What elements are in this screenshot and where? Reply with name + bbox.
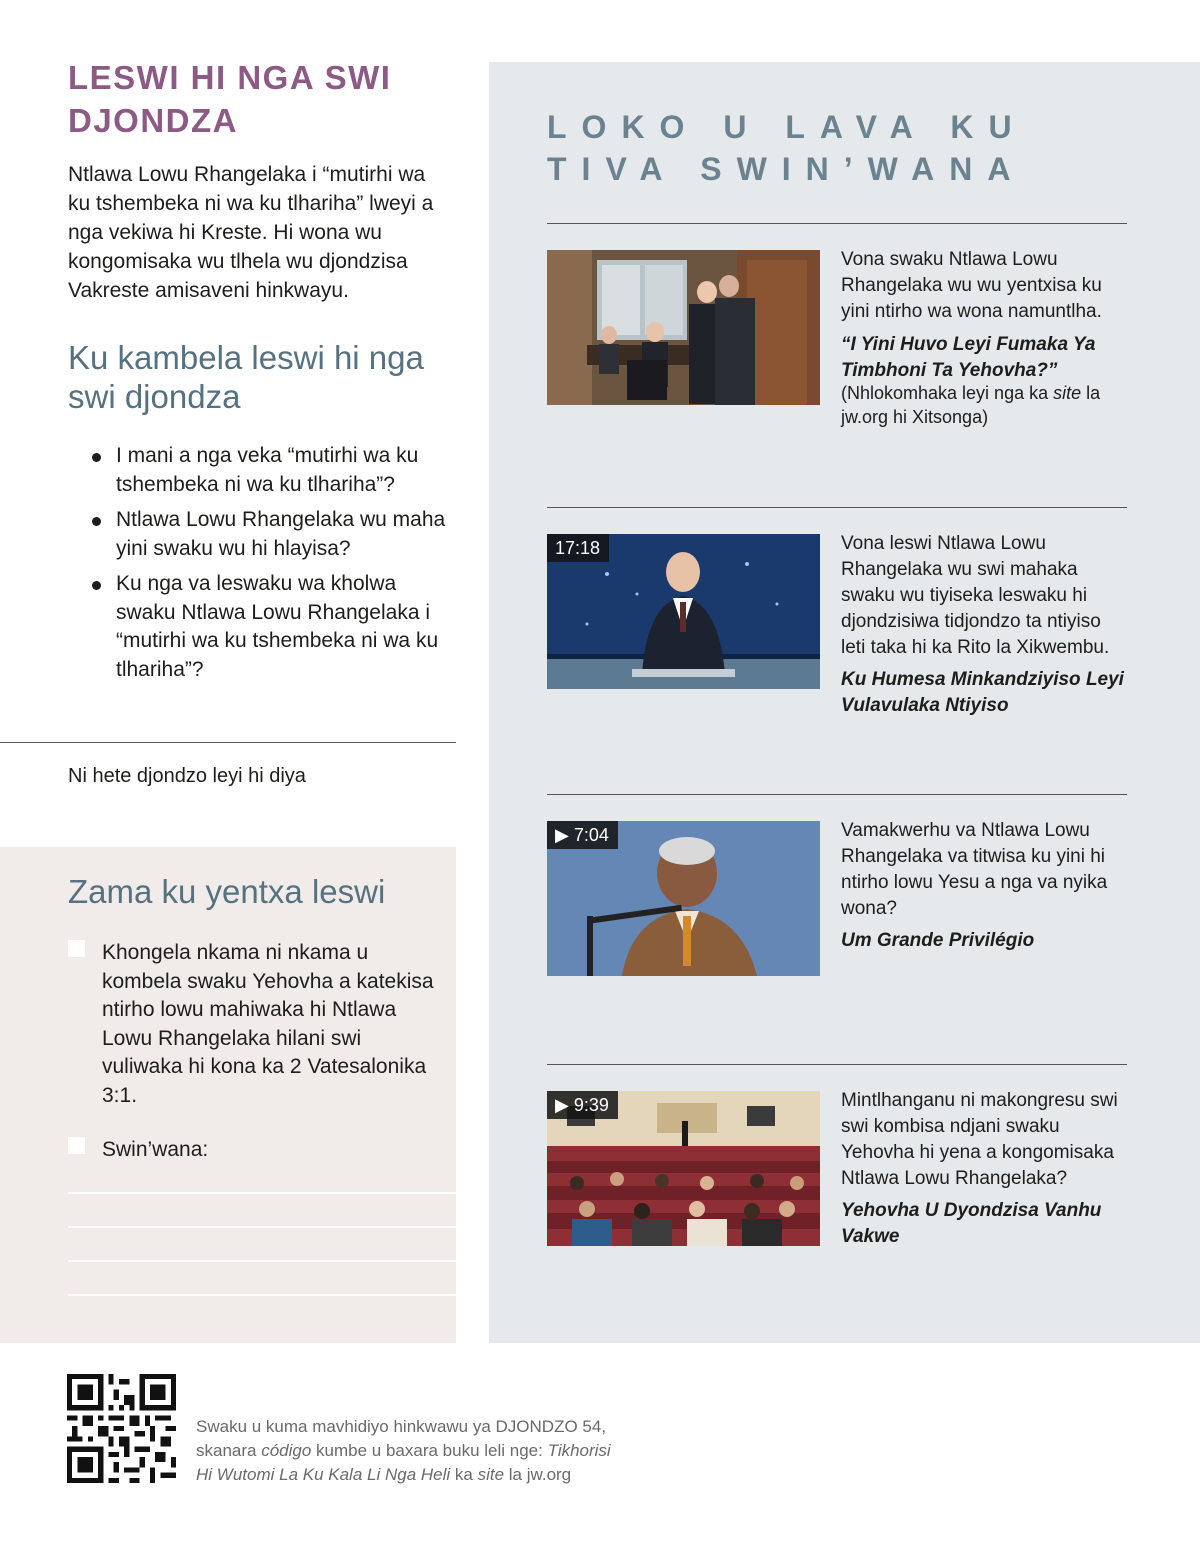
note-line <box>68 1192 456 1194</box>
summary-title: LESWI HI NGA SWI DJONDZA <box>68 59 392 139</box>
summary-text: Ntlawa Lowu Rhangelaka i “mutirhi wa ku tshembeka ni wa ku tlhariha” lweyi a nga vekiwa hi Kreste. Hi wona wu kongomisaka wu tlhela wu djondzisa Vakreste amisaveni hinkwayu. <box>68 163 434 302</box>
resource-description: Mintlhanganu ni makongresu swi swi kombisa ndjani swaku Yehovha hi yena a kongomisaka Ntlawa Lowu Rhangelaka? <box>841 1090 1118 1189</box>
bullet-icon <box>92 581 101 590</box>
resource-title[interactable]: Um Grande Privilégio <box>841 930 1035 951</box>
discover-title: LOKO U LAVA KU TIVA SWIN’WANA <box>547 109 1027 187</box>
resource-title[interactable]: “I Yini Huvo Leyi Fumaka Ya Timbhoni Ta Yehovha?” <box>841 334 1096 381</box>
bullet-icon <box>92 453 101 462</box>
divider <box>0 742 456 743</box>
divider <box>547 1064 1127 1065</box>
review-questions <box>90 442 452 691</box>
resource-description: Vamakwerhu va Ntlawa Lowu Rhangelaka va titwisa ku yini hi ntirho lowu Yesu a nga va nyika wona? <box>841 820 1108 919</box>
review-question: I mani a nga veka “mutirhi wa ku tshembeka ni wa ku tlhariha”? <box>90 442 452 499</box>
resource-title[interactable]: Ku Humesa Minkandziyiso Leyi Vulavulaka Ntiyiso <box>841 669 1124 716</box>
video-thumbnail[interactable] <box>547 534 820 689</box>
divider <box>547 794 1127 795</box>
divider <box>547 223 1127 224</box>
video-duration: ▶ 9:39 <box>547 1091 618 1119</box>
bullet-icon <box>92 517 101 526</box>
resource-description: Vona leswi Ntlawa Lowu Rhangelaka wu swi mahaka swaku wu tiyiseka leswaku hi djondzisiwa tidjondzo ta ntiyiso leti taka hi ka Rito la Xikwembu. <box>841 533 1110 658</box>
video-duration: ▶ 7:04 <box>547 821 618 849</box>
video-duration: 17:18 <box>547 534 609 562</box>
qr-code-icon[interactable] <box>67 1374 176 1483</box>
task-text: Khongela nkama ni nkama u kombela swaku Yehovha a katekisa ntirho lowu mahiwaka hi Ntlawa Lowu Rhangelaka hilani swi vuliwaka hi kona ka 2 Vatesalonika 3:1. <box>102 941 434 1107</box>
note-line <box>68 1260 456 1262</box>
review-question: Ku nga va leswaku wa kholwa swaku Ntlawa Lowu Rhangelaka i “mutirhi wa ku tshembeka ni wa ku tlhariha”? <box>90 570 452 684</box>
review-title: Ku kambela leswi hi nga swi djondza <box>68 339 424 415</box>
video-thumbnail[interactable] <box>547 821 820 976</box>
try-this-title: Zama ku yentxa leswi <box>68 873 386 910</box>
note-line <box>68 1294 456 1296</box>
meeting-room-image <box>547 250 820 405</box>
footer-text: Swaku u kuma mavhidiyo hinkwawu ya DJONDZO 54, skanara código kumbe u baxara buku leli nge: Tikhorisi Hi Wutomi La Ku Kala Li Nga Heli ka site la jw.org <box>196 1417 611 1484</box>
resource-description: Vona swaku Ntlawa Lowu Rhangelaka wu wu yentxisa ku yini ntirho wa wona namuntlha. <box>841 249 1102 322</box>
task-text: Swin’wana: <box>102 1138 209 1161</box>
resource-note: (Nhlokomhaka leyi nga ka site la jw.org hi Xitsonga) <box>841 383 1101 427</box>
checkbox[interactable] <box>68 1137 85 1154</box>
checkbox[interactable] <box>68 940 85 957</box>
video-thumbnail[interactable] <box>547 1091 820 1246</box>
task-item <box>68 1136 438 1165</box>
note-line <box>68 1226 456 1228</box>
review-question: Ntlawa Lowu Rhangelaka wu maha yini swaku wu hi hlayisa? <box>90 506 452 563</box>
article-thumbnail[interactable] <box>547 250 820 405</box>
resource-title[interactable]: Yehovha U Dyondzisa Vanhu Vakwe <box>841 1200 1102 1247</box>
task-item <box>68 939 438 1110</box>
try-this-box <box>0 847 456 1343</box>
see-also-text: Ni hete djondzo leyi hi diya <box>68 765 306 787</box>
divider <box>547 507 1127 508</box>
